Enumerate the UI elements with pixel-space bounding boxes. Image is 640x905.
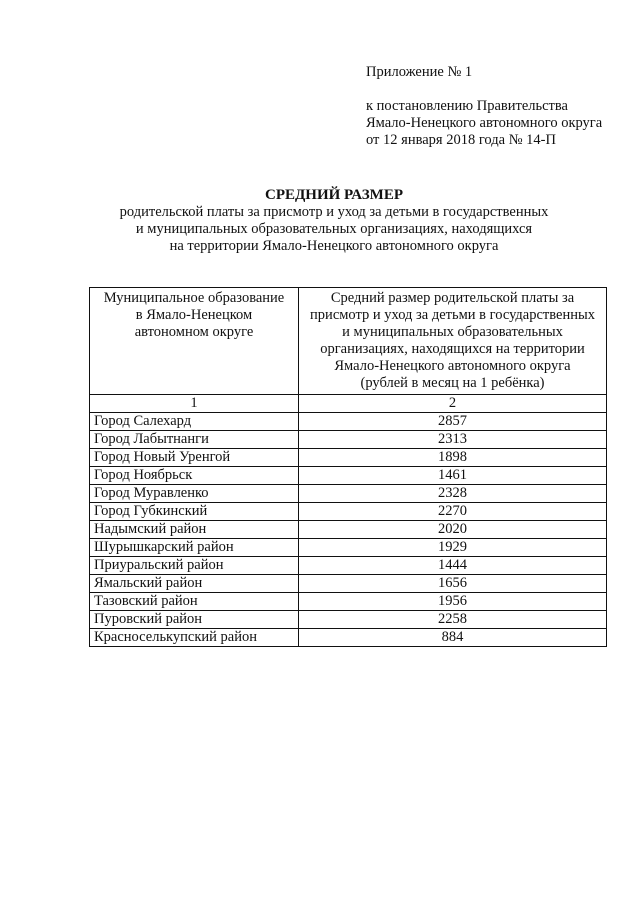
appendix-line: Ямало-Ненецкого автономного округа bbox=[366, 115, 603, 131]
fee-value: 2313 bbox=[299, 431, 607, 449]
table-row bbox=[90, 557, 607, 575]
header-average-fee: Средний размер родительской платы за присмотр и уход за детьми в государственных и муниципальных образовательных организациях, находящихся на территории Ямало-Ненецкого автономного округа (рублей в месяц на 1 ребёнка) bbox=[299, 288, 607, 395]
municipality-name: Город Новый Уренгой bbox=[90, 449, 299, 467]
table-row bbox=[90, 611, 607, 629]
table-row bbox=[90, 575, 607, 593]
heading-subtitle-line: на территории Ямало-Ненецкого автономного округа bbox=[169, 238, 499, 254]
column-number: 2 bbox=[299, 395, 607, 413]
heading-subtitle-line: родительской платы за присмотр и уход за детьми в государственных bbox=[119, 204, 549, 220]
municipality-name: Шурышкарский район bbox=[90, 539, 299, 557]
fee-value: 2328 bbox=[299, 485, 607, 503]
fee-table bbox=[89, 287, 607, 647]
table-row bbox=[90, 539, 607, 557]
table-row bbox=[90, 521, 607, 539]
fee-value: 1929 bbox=[299, 539, 607, 557]
table-row bbox=[90, 503, 607, 521]
municipality-name: Город Ноябрьск bbox=[90, 467, 299, 485]
municipality-name: Ямальский район bbox=[90, 575, 299, 593]
fee-value: 1444 bbox=[299, 557, 607, 575]
table-row bbox=[90, 431, 607, 449]
municipality-name: Надымский район bbox=[90, 521, 299, 539]
municipality-name: Приуральский район bbox=[90, 557, 299, 575]
fee-value: 1461 bbox=[299, 467, 607, 485]
fee-value: 2857 bbox=[299, 413, 607, 431]
table-row bbox=[90, 467, 607, 485]
fee-value: 1656 bbox=[299, 575, 607, 593]
fee-value: 1898 bbox=[299, 449, 607, 467]
municipality-name: Пуровский район bbox=[90, 611, 299, 629]
municipality-name: Тазовский район bbox=[90, 593, 299, 611]
table-row bbox=[90, 629, 607, 647]
fee-value: 1956 bbox=[299, 593, 607, 611]
table-row bbox=[90, 413, 607, 431]
municipality-name: Красноселькупский район bbox=[90, 629, 299, 647]
heading-subtitle-line: и муниципальных образовательных организациях, находящихся bbox=[135, 221, 533, 237]
header-municipality: Муниципальное образование в Ямало-Ненецком автономном округе bbox=[90, 288, 299, 395]
document-heading bbox=[60, 186, 608, 255]
municipality-name: Город Муравленко bbox=[90, 485, 299, 503]
appendix-line: от 12 января 2018 года № 14-П bbox=[366, 132, 556, 148]
appendix-block bbox=[366, 64, 602, 149]
municipality-name: Город Лабытнанги bbox=[90, 431, 299, 449]
table-row bbox=[90, 485, 607, 503]
municipality-name: Город Губкинский bbox=[90, 503, 299, 521]
fee-value: 2270 bbox=[299, 503, 607, 521]
fee-value: 2020 bbox=[299, 521, 607, 539]
municipality-name: Город Салехард bbox=[90, 413, 299, 431]
column-number-row bbox=[90, 395, 607, 413]
appendix-line: к постановлению Правительства bbox=[366, 98, 568, 114]
appendix-title: Приложение № 1 bbox=[366, 64, 473, 80]
table-row bbox=[90, 593, 607, 611]
table-header-row bbox=[90, 288, 607, 395]
column-number: 1 bbox=[90, 395, 299, 413]
fee-value: 2258 bbox=[299, 611, 607, 629]
table-row bbox=[90, 449, 607, 467]
heading-title: СРЕДНИЙ РАЗМЕР bbox=[264, 187, 404, 203]
fee-value: 884 bbox=[299, 629, 607, 647]
